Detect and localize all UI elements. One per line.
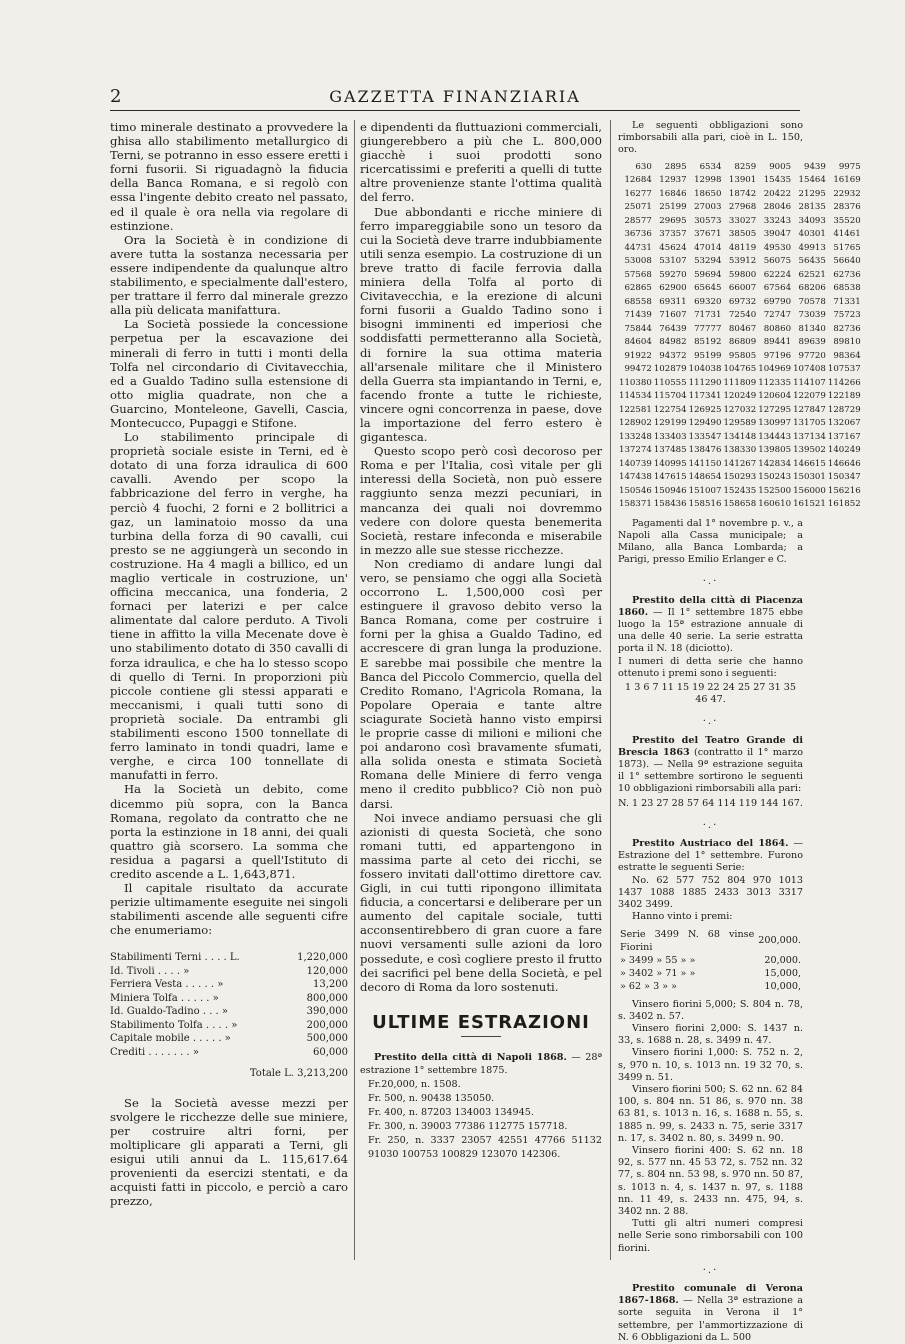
number-cell: 630: [635, 161, 652, 172]
table-row: [618, 498, 862, 512]
number-cell: 148654: [688, 472, 722, 483]
table-row: [618, 282, 862, 296]
table-row: [618, 390, 862, 404]
verona-heading: Prestito comunale di Verona 1867-1868. — Nella 3ª estrazione a sorte seguita in Verona il 1° settembre, per l'ammortizzazione di N. 6 Obbligazioni da L. 500: [618, 1282, 803, 1343]
number-cell: 129589: [723, 418, 757, 429]
number-cell: 120604: [758, 391, 792, 402]
number-cell: 35520: [833, 215, 861, 226]
number-cell: 127032: [723, 404, 757, 415]
column-right: [618, 120, 861, 1344]
table-row: [618, 471, 862, 485]
number-cell: 9005: [769, 161, 792, 172]
paragraph: Non crediamo di andare lungi dal vero, se pensiamo che oggi alla Società occorrono L. 1,500,000 così per estinguere il gravoso debito verso la Banca Romana, come per costruire i forni per la ghisa a Gualdo Tadino, ed accrescere di gran lunga la produzione. E sarebbe mai possibile che mentre la Banca del Piccolo Commercio, quella del Credito Romano, l'Agricola Romana, la Popolare Operaia e tante altre sciagurate Società hanno visto empirsi le proprie casse di milioni e milioni che poi andarono così bravamente sfumati, alla solida onesta e stimata Società Romana delle Miniere di ferro venga meno il credito pubblico? Ciò non può darsi.: [360, 556, 602, 811]
number-cell: 69311: [659, 296, 687, 307]
number-cell: 15464: [798, 175, 826, 186]
number-cell: 12937: [659, 175, 687, 186]
number-cell: 114266: [827, 377, 861, 388]
number-cell: 122581: [619, 404, 652, 415]
number-cell: 76439: [659, 323, 687, 334]
number-cell: 139502: [793, 445, 826, 456]
number-cell: 57568: [624, 269, 652, 280]
table-row: [618, 309, 862, 323]
number-cell: 27003: [694, 202, 722, 213]
number-cell: 127295: [758, 404, 792, 415]
number-cell: 69732: [728, 296, 757, 307]
separator: ·.·: [702, 716, 719, 728]
number-cell: 30573: [694, 215, 722, 226]
section-title: ULTIME ESTRAZIONI: [372, 1011, 590, 1033]
piacenza-numbers: 1 3 6 7 11 15 19 22 24 25 27 31 35 46 47.: [625, 682, 796, 706]
number-cell: 140995: [653, 458, 687, 469]
prize-line: Fr. 250, n. 3337 23057 42551 47766 51132 91030 100753 100829 123070 142306.: [368, 1134, 602, 1160]
austria-detail: Vinsero fiorini 5,000; S. 804 n. 78, s. 3402 n. 57.: [618, 998, 803, 1022]
number-cell: 161852: [827, 499, 861, 510]
table-row: » 3499 » 55 » » 20,000.: [620, 954, 801, 966]
number-cell: 150243: [758, 472, 792, 483]
number-cell: 133403: [653, 431, 687, 442]
table-row: Capitale mobile . . . . . » 500,000: [110, 1033, 348, 1045]
number-cell: 117341: [688, 391, 722, 402]
table-row: [618, 377, 862, 391]
table-row: Serie 3499 N. 68 vinse Fiorini 200,000.: [620, 928, 801, 953]
number-cell: 138476: [688, 445, 722, 456]
number-cell: 67564: [763, 283, 792, 294]
number-cell: 77777: [694, 323, 722, 334]
number-cell: 25199: [659, 202, 687, 213]
table-row: [618, 215, 862, 229]
table-row: [618, 350, 862, 364]
table-row: [618, 201, 862, 215]
number-cell: 27968: [728, 202, 757, 213]
number-cell: 97196: [763, 350, 792, 361]
number-cell: 56435: [798, 256, 826, 267]
number-cell: 114107: [793, 377, 826, 388]
header-rule: [110, 110, 800, 111]
number-cell: 112335: [758, 377, 792, 388]
number-cell: 62736: [833, 269, 861, 280]
brescia-heading: Prestito del Teatro Grande di Brescia 1863 (contratto il 1° marzo 1873). — Nella 9ª estrazione seguita il 1° settembre sortirono le seguenti 10 obbligazioni rimborsabili alla pari:: [618, 734, 804, 795]
number-cell: 56640: [833, 256, 861, 267]
number-cell: 152500: [758, 485, 792, 496]
number-cell: 134148: [723, 431, 757, 442]
number-cell: 142834: [758, 458, 792, 469]
number-cell: 137485: [653, 445, 687, 456]
number-cell: 132067: [827, 418, 861, 429]
number-cell: 120249: [723, 391, 757, 402]
number-cell: 12998: [694, 175, 722, 186]
number-cell: 28577: [624, 215, 652, 226]
number-cell: 69320: [694, 296, 722, 307]
number-cell: 104969: [758, 364, 792, 375]
separator: ·.·: [702, 576, 719, 588]
number-cell: 36736: [624, 229, 652, 240]
number-cell: 98364: [833, 350, 861, 361]
number-cell: 146615: [793, 458, 826, 469]
number-cell: 137134: [793, 431, 826, 442]
table-row: Id. Tivoli . . . . » 120,000: [110, 965, 348, 977]
number-cell: 95805: [728, 350, 757, 361]
number-cell: 146646: [827, 458, 861, 469]
number-cell: 137167: [827, 431, 861, 442]
number-cell: 6534: [699, 161, 722, 172]
table-row: [618, 228, 862, 242]
paragraph: Ora la Società è in condizione di avere tutta la sostanza necessaria per essere indipendente da qualunque altro stabilimento, e specialmente dall'estero, per trattare il ferro dal minerale grezzo alla più delicata manifattura.: [110, 232, 349, 318]
austria-prizes-intro: Hanno vinto i premi:: [632, 911, 733, 923]
number-cell: 131705: [793, 418, 826, 429]
number-cell: 95199: [694, 350, 722, 361]
austria-rest: Tutti gli altri numeri compresi nelle Serie sono rimborsabili con 100 fiorini.: [618, 1218, 803, 1254]
number-cell: 53912: [728, 256, 757, 267]
prize-line: Fr. 400, n. 87203 134003 134945.: [368, 1106, 534, 1118]
number-cell: 49913: [798, 242, 826, 253]
number-cell: 152435: [723, 485, 757, 496]
number-cell: 102879: [653, 364, 687, 375]
number-cell: 97720: [798, 350, 826, 361]
number-cell: 127847: [793, 404, 826, 415]
page-number: 2: [110, 86, 122, 107]
number-cell: 75723: [833, 310, 861, 321]
number-cell: 62224: [763, 269, 792, 280]
number-cell: 68538: [833, 283, 861, 294]
number-cell: 44731: [624, 242, 652, 253]
number-cell: 9439: [804, 161, 826, 172]
number-cell: 28135: [798, 202, 826, 213]
number-cell: 73039: [798, 310, 826, 321]
number-cell: 133248: [619, 431, 652, 442]
number-cell: 29695: [659, 215, 687, 226]
number-cell: 34093: [798, 215, 826, 226]
number-cell: 130997: [758, 418, 792, 429]
table-row: [618, 336, 862, 350]
paragraph: Noi invece andiamo persuasi che gli azionisti di questa Società, che sono romani tutti, ed appartengono in massima parte al ceto dei ricchi, se fossero invitati dall'ottimo direttore cav. Gigli, in cui tutti ripongono illimitata fiducia, a concertarsi e deliberare per un aumento del capitale sociale, tutti acconsentirebbero di gran cuore a fare nuovi versamenti sulle azioni da loro possedute, e così cogliere presto il frutto dei sacrifici pel bene della Società, e pel decoro di Roma da loro sostenuti.: [360, 810, 602, 994]
number-cell: 13901: [728, 175, 757, 186]
piacenza-note: I numeri di detta serie che hanno ottenuto i premi sono i seguenti:: [618, 655, 803, 679]
number-cell: 59694: [694, 269, 722, 280]
page-header: [110, 86, 800, 108]
number-cell: 25071: [624, 202, 652, 213]
number-cell: 107408: [793, 364, 826, 375]
paragraph: La Società possiede la concessione perpetua per la escavazione dei minerali di ferro in tutti i monti della Tolfa nel circondario di Civitavecchia, ed a Gualdo Tadino sulla estensione di otto miglia quadrate, non che a Guarcino, Monteleone, Gavelli, Cascia, Montecucco, Pupaggi e Stifone.: [110, 317, 348, 430]
number-cell: 99472: [624, 364, 652, 375]
table-row: Stabilimenti Terni . . . . L. 1,220,000: [110, 952, 348, 964]
number-cell: 71607: [659, 310, 687, 321]
number-cell: 139805: [758, 445, 792, 456]
number-cell: 140739: [619, 458, 652, 469]
number-cell: 16846: [659, 188, 687, 199]
number-cell: 69790: [763, 296, 792, 307]
table-row: [618, 444, 862, 458]
number-cell: 38505: [728, 229, 757, 240]
number-cell: 128729: [827, 404, 861, 415]
number-cell: 158658: [723, 499, 757, 510]
number-cell: 18742: [728, 188, 757, 199]
number-cell: 12684: [624, 175, 652, 186]
number-cell: 41461: [833, 229, 861, 240]
number-cell: 16277: [624, 188, 652, 199]
number-cell: 59800: [728, 269, 757, 280]
number-cell: 151007: [688, 485, 722, 496]
number-cell: 53008: [624, 256, 652, 267]
number-cell: 68558: [624, 296, 652, 307]
number-cell: 107537: [827, 364, 861, 375]
austria-prize-table: [618, 928, 803, 993]
table-row: [618, 174, 862, 188]
table-row: [618, 431, 862, 445]
number-cell: 62865: [624, 283, 652, 294]
number-cell: 147615: [653, 472, 687, 483]
number-cell: 89810: [833, 337, 861, 348]
number-cell: 141150: [688, 458, 722, 469]
table-row: [618, 188, 862, 202]
number-cell: 84982: [659, 337, 687, 348]
number-cell: 91922: [624, 350, 652, 361]
number-cell: 2895: [664, 161, 687, 172]
prize-line: Fr. 300, n. 39003 77386 112775 157718.: [368, 1120, 568, 1132]
prize-line: Fr.20,000, n. 1508.: [368, 1078, 461, 1090]
separator: ·.·: [702, 819, 719, 831]
austria-detail: Vinsero fiorini 500; S. 62 nn. 62 84 100, s. 804 nn. 51 86, s. 970 nn. 38 63 81, s. 1013 n. 16, s. 1688 n. 55, s. 1885 n. 99, s. 2433 n. 75, serie 3317 n. 17, s. 3402 n. 80, s. 3499 n. 90.: [618, 1083, 803, 1144]
number-cell: 9975: [838, 161, 861, 172]
number-cell: 104765: [723, 364, 757, 375]
number-cell: 122754: [653, 404, 687, 415]
number-cell: 72747: [763, 310, 792, 321]
table-row: Ferriera Vesta . . . . . » 13,200: [110, 979, 348, 991]
number-cell: 86809: [728, 337, 757, 348]
number-cell: 122189: [827, 391, 861, 402]
table-row: [618, 363, 862, 377]
number-cell: 49530: [763, 242, 792, 253]
number-cell: 150546: [619, 485, 652, 496]
number-cell: 18650: [694, 188, 722, 199]
capital-table: [110, 951, 348, 1059]
number-cell: 28376: [833, 202, 861, 213]
table-row: Id. Gualdo-Tadino . . . » 390,000: [110, 1006, 348, 1018]
number-cell: 21295: [798, 188, 826, 199]
payments-note: Pagamenti dal 1° novembre p. v., a Napoli alla Cassa municipale; a Milano, alla Banca Lombarda; a Parigi, presso Emilio Erlanger e C.: [618, 517, 803, 566]
section-rule: [461, 1036, 501, 1037]
austria-detail: Vinsero fiorini 1,000: S. 752 n. 2, s, 970 n. 10, s. 1013 nn. 19 32 70, s. 3499 n. 51.: [618, 1047, 803, 1083]
table-row: » 62 » 3 » » 10,000,: [620, 980, 801, 992]
number-cell: 40301: [798, 229, 826, 240]
table-row: » 3402 » 71 » » 15,000,: [620, 967, 801, 979]
number-cell: 51765: [833, 242, 861, 253]
number-cell: 111290: [688, 377, 722, 388]
number-cell: 150347: [827, 472, 861, 483]
number-cell: 114534: [619, 391, 652, 402]
paragraph: Lo stabilimento principale di proprietà sociale esiste in Terni, ed è dotato di una forza idraulica di 600 cavalli. Avendo per scopo la fabbricazione del ferro in verghe, ha perciò 4 fuochi, 2 forni e 2 bollitrici a gaz, un laminatoio mosso da una turbina della forza di 90 cavalli, cui presto se ne aggiungerà un secondo in costruzione. Ha 4 magli a billico, ed un maglio verticale in costruzione, un' officina meccanica, una fonderia, 2 fornaci per laterizi e per calce alimentate dal calore perduto. A Tivoli tiene in affitto la villa Mecenate dove è uno stabilimento dotato di 350 cavalli di forza idraulica, e che ha lo stesso scopo di quello di Terni. In proporzioni più piccole contiene gli stessi apparati e meccanismi, i quali tutti sono di proprietà sociale. Da entrambi gli stabilimenti escono 1500 tonnellate di ferro laminato in tondi quadri, lame e verghe, e circa 100 tonnellate di manufatti in ferro.: [110, 430, 348, 783]
number-cell: 81340: [798, 323, 826, 334]
number-cell: 80860: [763, 323, 792, 334]
table-row: [618, 417, 862, 431]
capital-total: Totale L. 3,213,200: [249, 1068, 348, 1080]
number-cell: 128902: [619, 418, 652, 429]
number-cell: 156000: [793, 485, 826, 496]
table-row: [618, 255, 862, 269]
paragraph: Ha la Società un debito, come dicemmo più sopra, con la Banca Romana, regolato da contratto che ne porta la estinzione in 18 anni, dei quali quattro già scorsero. La somma che residua a pagarsi a quell'Istituto di credito ascende a L. 1,643,871.: [110, 782, 348, 881]
column-left: [110, 120, 348, 1208]
paragraph: Il capitale risultato da accurate perizie ultimamente eseguite nei singoli stabilimenti ascende alle seguenti cifre che enumeriamo:: [110, 881, 348, 938]
number-cell: 33027: [728, 215, 757, 226]
number-cell: 110555: [653, 377, 687, 388]
number-cell: 111809: [723, 377, 757, 388]
number-cell: 129199: [653, 418, 687, 429]
number-cell: 158516: [688, 499, 722, 510]
number-cell: 150293: [723, 472, 757, 483]
number-cell: 82736: [833, 323, 861, 334]
piacenza-heading: Prestito della città di Piacenza 1860. — Il 1° settembre 1875 ebbe luogo la 15ª estrazione annuale di una delle 40 serie. La serie estratta porta il N. 18 (diciotto).: [618, 594, 803, 655]
number-cell: 33243: [763, 215, 792, 226]
number-cell: 158371: [619, 499, 652, 510]
column-divider: [610, 120, 611, 1260]
brescia-numbers: N. 1 23 27 28 57 64 114 119 144 167.: [618, 797, 803, 809]
prize-line: Fr. 500, n. 90438 135050.: [368, 1092, 495, 1104]
number-cell: 158436: [653, 499, 687, 510]
number-cell: 62521: [798, 269, 826, 280]
number-cell: 134443: [758, 431, 792, 442]
number-cell: 161521: [793, 499, 826, 510]
paragraph: e dipendenti da fluttuazioni commerciali, giungerebbero a più che L. 800,000 giacchè i suoi prodotti sono ricercatissimi e preferiti a quelli di tutte altre provenienze stante l'ottima qualità del ferro.: [360, 120, 602, 205]
table-row: [618, 296, 862, 310]
paragraph: Questo scopo però così decoroso per Roma e per l'Italia, così vitale per gli interessi della Società, non può essere raggiunto senza mezzi pecuniari, in mancanza dei quali noi dovremmo vedere con dolore questa benemerita Società, restare infeconda e miserabile in mezzo alle sue stesse ricchezze.: [360, 444, 602, 557]
paragraph: Se la Società avesse mezzi per svolgere le ricchezze delle sue miniere, per costruire altri forni, per moltiplicare gli apparati a Terni, gli esigui utili annui da L. 115,617.64 provenienti da esercizi stentati, e da acquisti fatti in piccolo, e perciò a caro prezzo,: [110, 1095, 348, 1209]
table-row: [618, 485, 862, 499]
number-cell: 48119: [728, 242, 757, 253]
number-cell: 53294: [694, 256, 722, 267]
austria-heading: Prestito Austriaco del 1864. — Estrazione del 1° settembre. Furono estratte le seguenti Serie:: [618, 838, 803, 874]
number-cell: 89639: [798, 337, 826, 348]
number-cell: 89441: [763, 337, 792, 348]
number-cell: 141267: [723, 458, 757, 469]
table-row: [618, 404, 862, 418]
number-cell: 156216: [827, 485, 861, 496]
journal-title: GAZZETTA FINANZIARIA: [329, 87, 581, 106]
separator: ·.·: [702, 1264, 719, 1276]
table-row: Stabilimento Tolfa . . . . » 200,000: [110, 1019, 348, 1031]
number-cell: 47014: [694, 242, 722, 253]
number-cell: 45624: [659, 242, 687, 253]
austria-detail: Vinsero fiorini 2,000: S. 1437 n. 33, s. 1688 n. 28, s. 3499 n. 47.: [618, 1022, 803, 1047]
table-row: [618, 269, 862, 283]
paragraph: timo minerale destinato a provvedere la ghisa allo stabilimento metallurgico di Terni, se potranno in esso essere eretti i forni fusorii. Si riguadagnò la fiducia della Banca Romana, e si regolò con essa l'ingente debito creato nel passato, ed il quale è ora nella via regolare di estinzione.: [110, 120, 348, 233]
number-cell: 8259: [734, 161, 757, 172]
number-grid: [618, 161, 862, 512]
number-cell: 71439: [624, 310, 652, 321]
austria-series: No. 62 577 752 804 970 1013 1437 1088 1885 2433 3013 3317 3402 3499.: [618, 874, 803, 911]
number-cell: 110380: [619, 377, 652, 388]
napoli-heading: Prestito della città di Napoli 1868. — 28ª estrazione 1° settembre 1875.: [360, 1051, 602, 1077]
austria-detail: Vinsero fiorini 400: S. 62 nn. 18 92, s. 577 nn. 45 53 72, s. 752 nn. 32 77, s. 804 nn. 53 98, s. 970 nn. 50 87, s. 1013 n. 4, s. 1437 n. 97, s. 1188 nn. 11 49, s. 2433 nn. 475, 94, s. 3402 nn. 2 88.: [618, 1144, 803, 1217]
number-cell: 137274: [619, 445, 652, 456]
paragraph: Due abbondanti e ricche miniere di ferro impareggiabile sono un tesoro da cui la Società deve trarre indubbiamente utili senza esempio. La costruzione di un breve tratto di facile ferrovia dalla miniera della Tolfa al porto di Civitavecchia, e la erezione di alcuni forni fusorii a Gualdo Tadino sono i bisogni imminenti ed imperiosi che soddisfatti permetteranno alla Società, di fornire la sua ottima materia all'arsenale militare che il Ministero della Guerra sta impiantando in Terni, e, facendo fronte a tutte le richieste, vincere ogni concorrenza in paese, dove la importazione del ferro estero è gigantesca.: [360, 204, 602, 445]
number-cell: 160610: [758, 499, 792, 510]
number-cell: 59270: [659, 269, 687, 280]
number-cell: 150301: [793, 472, 826, 483]
number-cell: 65645: [694, 283, 722, 294]
number-cell: 16169: [833, 175, 861, 186]
number-cell: 115704: [653, 391, 687, 402]
number-cell: 68206: [798, 283, 826, 294]
number-cell: 37671: [694, 229, 722, 240]
number-cell: 15435: [763, 175, 792, 186]
number-cell: 71331: [833, 296, 861, 307]
table-row: [618, 323, 862, 337]
table-row: [618, 161, 862, 175]
number-cell: 129490: [688, 418, 722, 429]
number-cell: 62900: [659, 283, 687, 294]
number-cell: 138330: [723, 445, 757, 456]
number-cell: 122079: [793, 391, 826, 402]
number-cell: 53107: [659, 256, 687, 267]
number-cell: 133547: [688, 431, 722, 442]
number-cell: 140249: [827, 445, 861, 456]
number-cell: 72540: [728, 310, 757, 321]
number-cell: 20422: [763, 188, 792, 199]
number-cell: 39047: [763, 229, 792, 240]
column-middle: [360, 120, 602, 1162]
number-cell: 80467: [728, 323, 757, 334]
number-cell: 147438: [619, 472, 652, 483]
number-cell: 28046: [763, 202, 792, 213]
table-row: Miniera Tolfa . . . . . » 800,000: [110, 992, 348, 1004]
number-cell: 70578: [798, 296, 826, 307]
obbligazioni-intro: Le seguenti obbligazioni sono rimborsabili alla pari, cioè in L. 150, oro.: [618, 120, 803, 156]
table-row: Crediti . . . . . . . » 60,000: [110, 1046, 348, 1058]
number-cell: 150946: [653, 485, 687, 496]
number-cell: 84604: [624, 337, 652, 348]
number-cell: 66007: [728, 283, 757, 294]
number-cell: 37357: [659, 229, 687, 240]
number-cell: 56075: [763, 256, 792, 267]
column-divider: [354, 120, 355, 1260]
number-cell: 104038: [688, 364, 722, 375]
table-row: [618, 458, 862, 472]
table-row: [618, 242, 862, 256]
number-cell: 71731: [694, 310, 722, 321]
number-cell: 75844: [624, 323, 652, 334]
number-cell: 85192: [694, 337, 722, 348]
number-cell: 22932: [833, 188, 861, 199]
number-cell: 94372: [659, 350, 687, 361]
number-cell: 126925: [688, 404, 722, 415]
